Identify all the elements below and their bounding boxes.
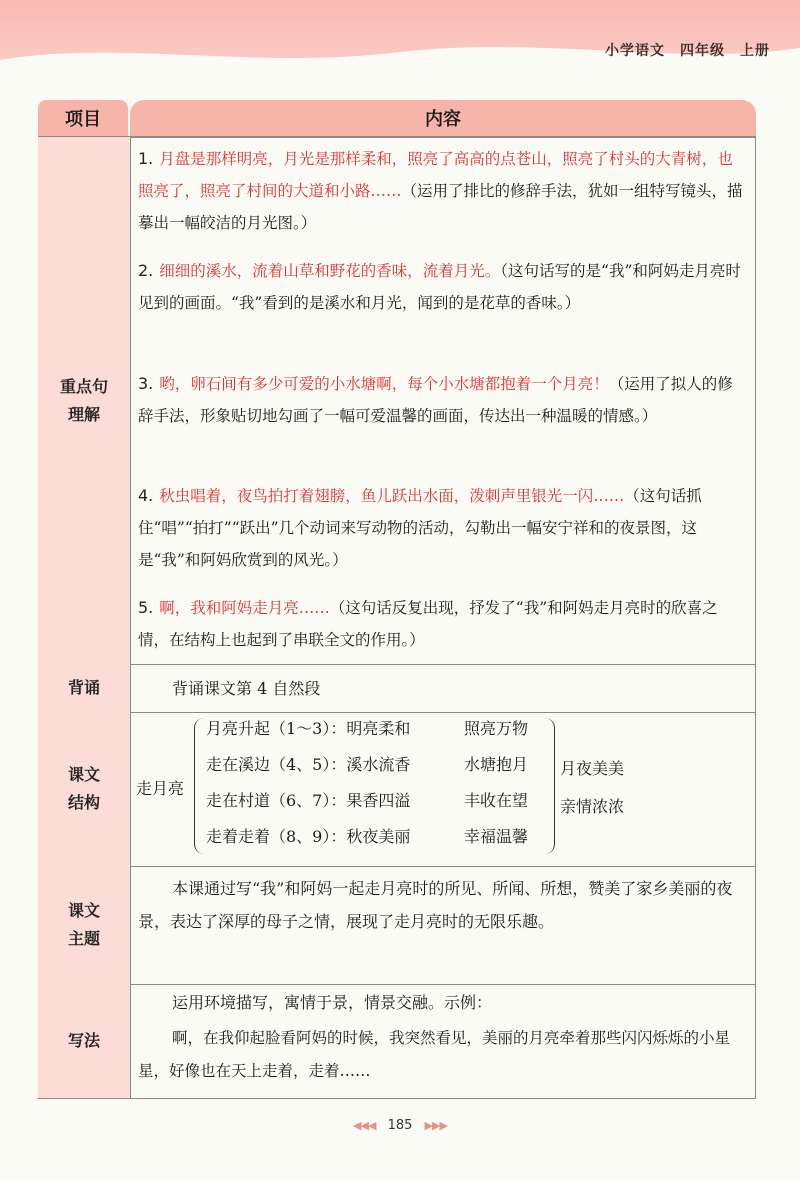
structure-root: 走月亮 — [136, 779, 185, 798]
page-footer — [0, 1118, 800, 1133]
row-key-sentences — [38, 137, 756, 665]
row-structure — [38, 712, 756, 867]
structure-summary-2: 亲情浓浓 — [560, 797, 625, 816]
row-writing — [38, 984, 756, 1099]
left-arrows-icon: ◀◀◀ — [353, 1119, 376, 1132]
structure-content — [132, 712, 756, 866]
row-label-structure: 课文 结构 — [38, 712, 131, 866]
key-sentence-5: 5. 啊，我和阿妈走月亮……（这句话反复出现，抒发了“我”和阿妈走月亮时的欣喜之情，在结构上也起到了串联全文的作用。） — [138, 598, 718, 649]
recite-text: 背诵课文第 4 自然段 — [172, 679, 321, 698]
recite-content — [132, 664, 756, 712]
row-label-writing: 写法 — [38, 984, 131, 1098]
structure-diagram: 走月亮 月亮升起（1～3）：明亮柔和 照亮万物 走在溪边（4、5）：溪水流香 水塘抱月 走在村道（6、7）：果香四溢 丰收在望 走着走着（8、9）：秋夜美丽 幸福温馨 月夜美美 亲情浓浓 — [132, 712, 756, 866]
right-arrows-icon: ▶▶▶ — [424, 1119, 447, 1132]
structure-summary-1: 月夜美美 — [560, 759, 625, 778]
left-brace — [194, 718, 205, 854]
lesson-summary-table — [38, 100, 756, 1098]
key-sentence-4: 4. 秋虫唱着，夜鸟拍打着翅膀，鱼儿跃出水面，泼刺声里银光一闪……（这句话抓住“唱”“拍打”“跃出”几个动词来写动物的活动，勾勒出一幅安宁祥和的夜景图，这是“我”和阿妈欣赏到的风光。） — [138, 486, 702, 569]
theme-content — [132, 866, 756, 984]
writing-content — [132, 984, 756, 1098]
theme-text: 本课通过写“我”和阿妈一起走月亮时的所见、所闻、所想，赞美了家乡美丽的夜景，表达了深厚的母子之情，展现了走月亮时的无限乐趣。 — [138, 879, 733, 931]
row-label-recite: 背诵 — [38, 664, 131, 712]
column-header-content: 内容 — [130, 100, 756, 136]
top-banner — [0, 0, 800, 70]
key-sentence-3: 3. 哟，卵石间有多少可爱的小水塘啊，每个小水塘都抱着一个月亮！（运用了拟人的修辞手法，形象贴切地勾画了一幅可爱温馨的画面，传达出一种温暖的情感。） — [138, 374, 733, 425]
row-label-theme: 课文 主题 — [38, 866, 131, 984]
key-sentence-2: 2. 细细的溪水，流着山草和野花的香味，流着月光。（这句话写的是“我”和阿妈走月亮时见到的画面。“我”看到的是溪水和月光，闻到的是花草的香味。） — [138, 261, 741, 312]
page-number: 185 — [387, 1118, 413, 1133]
writing-example: 啊，在我仰起脸看阿妈的时候，我突然看见，美丽的月亮牵着那些闪闪烁烁的小星星，好像也在天上走着，走着…… — [138, 1029, 731, 1080]
row-label-key-sentences: 重点句 理解 — [38, 137, 131, 664]
writing-intro: 运用环境描写，寓情于景，情景交融。示例： — [172, 993, 493, 1012]
key-sentences-content — [132, 137, 756, 664]
key-sentence-1: 1. 月盘是那样明亮，月光是那样柔和，照亮了高高的点苍山，照亮了村头的大青树，也照亮了，照亮了村间的大道和小路……（运用了排比的修辞手法，犹如一组特写镜头，描摹出一幅皎洁的月光图。） — [138, 149, 743, 232]
column-header-item: 项目 — [38, 100, 128, 136]
book-title: 小学语文 四年级 上册 — [605, 43, 770, 59]
row-theme — [38, 866, 756, 985]
right-brace — [544, 718, 555, 854]
row-recite — [38, 664, 756, 713]
